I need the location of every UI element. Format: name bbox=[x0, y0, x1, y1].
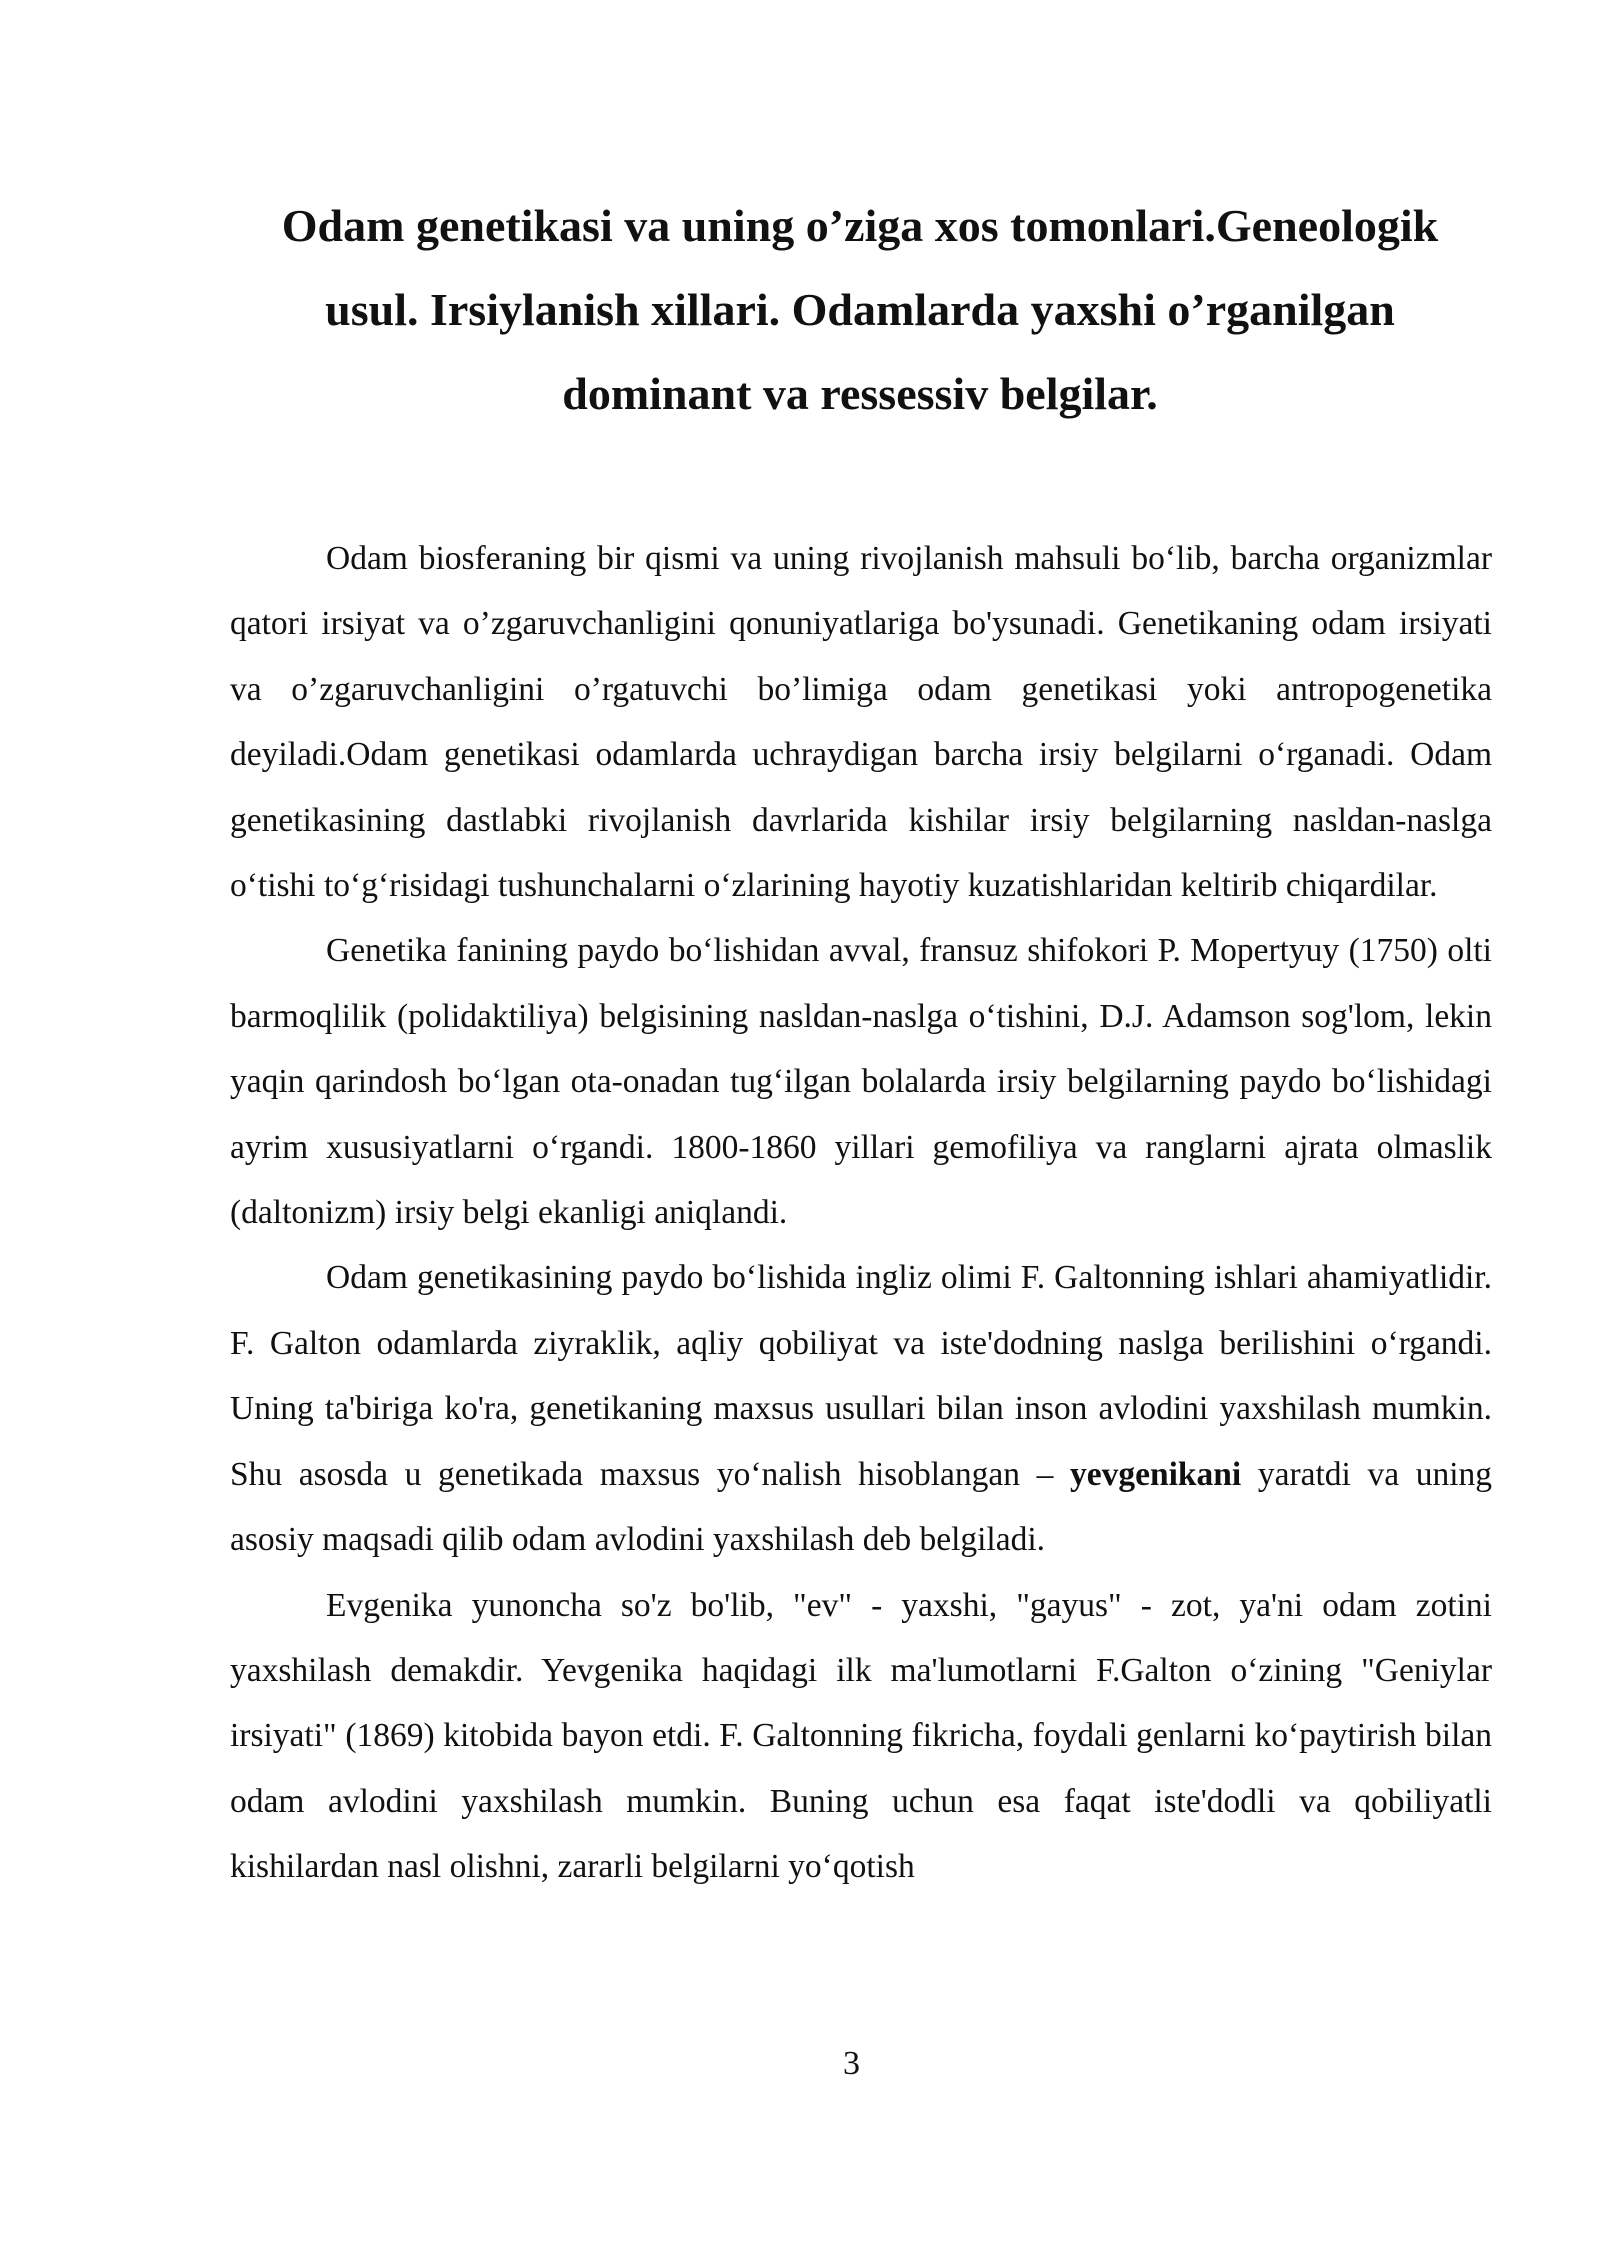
paragraph: Odam biosferaning bir qismi va uning rivojlanish mahsuli bo‘lib, barcha organizmlar qatori irsiyat va o’zgaruvchanligini qonuniyatlariga bo'ysunadi. Genetikaning odam irsiyati va o’zgaruvchanligini o’rgatuvchi bo’limiga odam genetikasi yoki antropogenetika deyiladi.Odam genetikasi odamlarda uchraydigan barcha irsiy belgilarni o‘rganadi. Odam genetikasining dastlabki rivojlanish davrlarida kishilar irsiy belgilarning nasldan-naslga o‘tishi to‘g‘risidagi tushunchalarni o‘zlarining hayotiy kuzatishlaridan keltirib chiqardilar. bbox=[230, 540, 1492, 905]
paragraph: Genetika fanining paydo bo‘lishidan avval, fransuz shifokori P. Mopertyuy (1750) olti barmoqlilik (polidaktiliya) belgisining nasldan-naslga o‘tishini, D.J. Adamson sog'lom, lekin yaqin qarindosh bo‘lgan ota-onadan tug‘ilgan bolalarda irsiy belgilarning paydo bo‘lishidagi ayrim xususiyatlarni o‘rgandi. 1800-1860 yillari gemofiliya va ranglarni ajrata olmaslik (daltonizm) irsiy belgi ekanligi aniqlandi. bbox=[230, 932, 1492, 1232]
paragraph-text: Odam genetikasining paydo bo‘lishida ingliz olimi F. Galtonning ishlari ahamiyatlidir. F. Galton odamlarda ziyraklik, aqliy qobiliyat va iste'dodning naslga berilishini o‘rgandi. Uning ta'biriga ko'ra, genetikaning maxsus usullari bilan inson avlodini yaxshilash mumkin. Shu asosda u genetikada maxsus yo‘nalish hisoblangan – bbox=[230, 1259, 1492, 1493]
bold-term: yevgenikani bbox=[1069, 1455, 1242, 1493]
page-number: 3 bbox=[843, 2045, 860, 2082]
document-body bbox=[230, 526, 1492, 1900]
paragraph-text: yaratdi va uning asosiy maqsadi qilib odam avlodini yaxshilash deb belgiladi. bbox=[230, 1455, 1492, 1559]
paragraph: Evgenika yunoncha so'z bo'lib, "ev" - yaxshi, "gayus" - zot, ya'ni odam zotini yaxshilash demakdir. Yevgenika haqidagi ilk ma'lumotlarni F.Galton o‘zining "Geniylar irsiyati" (1869) kitobida bayon etdi. F. Galtonning fikricha, foydali genlarni ko‘paytirish bilan odam avlodini yaxshilash mumkin. Buning uchun esa faqat iste'dodli va qobiliyatli kishilardan nasl olishni, zararli belgilarni yo‘qotish bbox=[230, 1586, 1492, 1886]
paragraph bbox=[230, 1245, 1492, 1572]
page-title: Odam genetikasi va uning o’ziga xos tomonlari.Geneologik usul. Irsiylanish xillari. Odamlarda yaxshi o’rganilgan dominant va ressessiv belgilar. bbox=[281, 200, 1439, 419]
